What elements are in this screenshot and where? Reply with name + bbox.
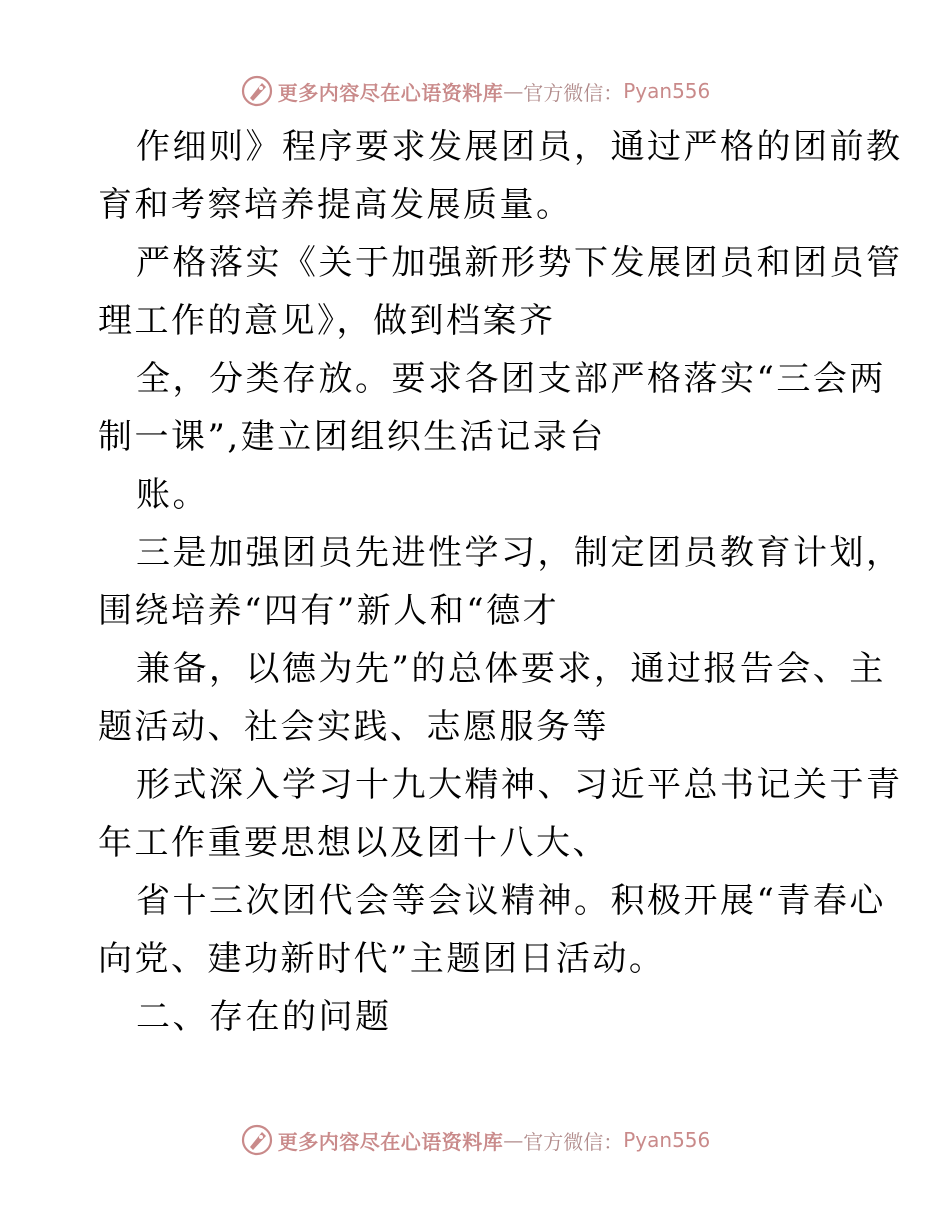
text-line: 年工作重要思想以及团十八大、	[98, 823, 609, 863]
heading-line: 二、存在的问题	[136, 997, 392, 1037]
text-line: 兼备，以德为先”的总体要求，通过报告会、主	[136, 649, 886, 689]
text-line: 严格落实《关于加强新形势下发展团员和团员管	[136, 243, 903, 283]
text-line: 围绕培养“四有”新人和“德才	[98, 591, 560, 631]
text-line: 向党、建功新时代”主题团日活动。	[98, 939, 666, 979]
section-heading	[98, 988, 858, 1046]
paragraph-5	[98, 524, 903, 640]
document-body	[98, 118, 903, 1046]
watermark-brand: 更多内容尽在心语资料库	[277, 1129, 504, 1154]
text-line: 作细则》程序要求发展团员，通过严格的团前教	[136, 127, 903, 167]
watermark-contact-id: Pyan556	[623, 1128, 711, 1152]
paragraph-2	[98, 234, 903, 350]
text-line: 理工作的意见》，做到档案齐	[98, 301, 556, 341]
text-line: 育和考察培养提高发展质量。	[98, 185, 573, 225]
paragraph-4	[98, 466, 858, 524]
text-line: 制一课”,建立团组织生活记录台	[98, 417, 606, 457]
watermark-contact-label: 官方微信：	[523, 1129, 624, 1154]
footer-watermark	[0, 1120, 950, 1160]
text-line: 形式深入学习十九大精神、习近平总书记关于青	[136, 765, 903, 805]
paragraph-8	[98, 872, 886, 988]
paragraph-7	[98, 756, 903, 872]
paragraph-3	[98, 350, 886, 466]
text-line: 三是加强团员先进性学习，制定团员教育计划，	[136, 533, 903, 573]
pen-nib-logo-icon	[240, 1123, 274, 1157]
paragraph-1	[98, 118, 903, 234]
text-line: 账。	[136, 475, 209, 515]
header-watermark	[0, 71, 950, 111]
watermark-separator: —	[503, 1128, 524, 1152]
watermark-contact-id: Pyan556	[623, 79, 711, 103]
watermark-brand: 更多内容尽在心语资料库	[277, 80, 504, 105]
paragraph-6	[98, 640, 886, 756]
watermark-contact-label: 官方微信：	[523, 80, 624, 105]
text-line: 省十三次团代会等会议精神。积极开展“青春心	[136, 881, 886, 921]
text-line: 题活动、社会实践、志愿服务等	[98, 707, 609, 747]
watermark-separator: —	[503, 79, 524, 103]
text-line: 全，分类存放。要求各团支部严格落实“三会两	[136, 359, 886, 399]
pen-nib-logo-icon	[240, 74, 274, 108]
